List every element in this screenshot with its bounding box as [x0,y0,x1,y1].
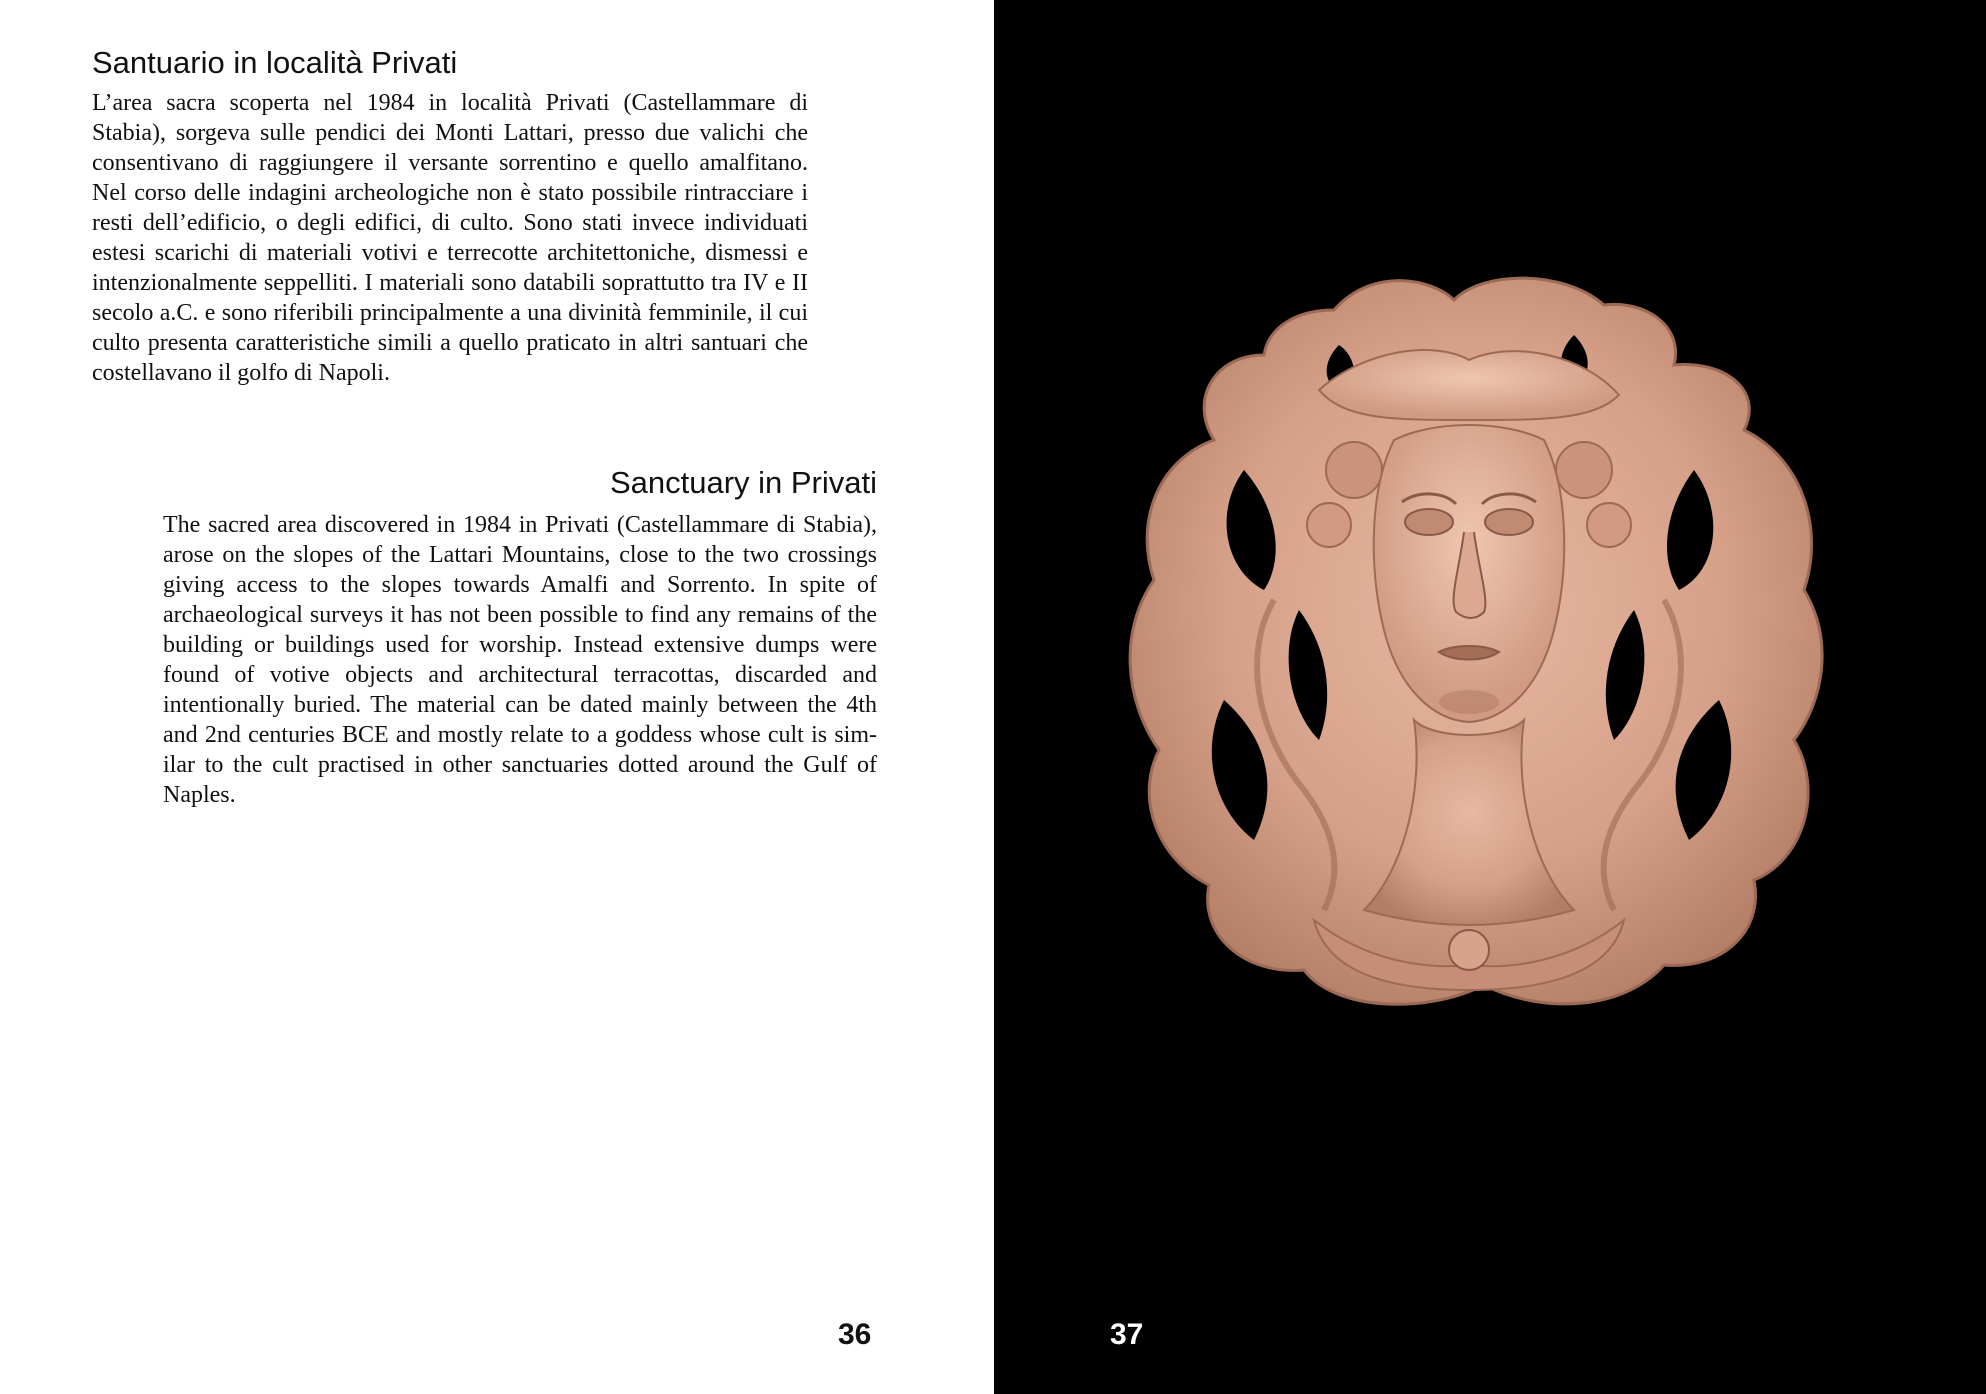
page-number-right: 37 [1110,1318,1144,1351]
italian-body: L’area sacra scoperta nel 1984 in località Privati (Castellammare di Stabia), sorgeva sulle pendici dei Monti Lattari, presso due valichi che consentivano di raggiungere il versante sorrentino e quello amalfitano. Nel corso delle indagini archeologiche non è stato possibile rintracciare i resti dell’edificio, o degli edifici, di culto. Sono stati invece individuati estesi scarichi di materiali votivi e terrecotte architettoniche, dismessi e intenzionalmente seppelliti. I materiali sono databili soprattutto tra IV e II secolo a.C. e sono riferibili principalmente a una divinità femminile, il cui culto presenta caratteristiche simili a quello praticato in altri santuari che costellavano il golfo di Napoli. [92,90,808,387]
page-number-left: 36 [838,1318,872,1351]
right-eye [1485,509,1533,535]
english-section [163,466,877,810]
italian-section [92,46,808,388]
italian-title: Santuario in località Privati [92,45,458,80]
english-body: The sacred area discovered in 1984 in Privati (Castellammare di Stabia), arose on the slopes of the Lattari Mountains, close to the two crossings giving access to the slopes towards Amalfi and Sorrento. In spite of archaeological surveys it has not been possible to find any remains of the building or buildings used for worship. Instead extensive dumps were found of votive objects and architectural terracottas, discarded and intentionally buried. The material can be dated mainly between the 4th and 2nd centuries BCE and mostly relate to a goddess whose cult is similar to the cult practised in other sanctuaries dotted around the Gulf of Naples. [163,512,877,809]
terracotta-antefix-image [1104,270,1834,1020]
english-title: Sanctuary in Privati [609,465,877,500]
right-page [994,0,1986,1394]
left-eye [1405,509,1453,535]
